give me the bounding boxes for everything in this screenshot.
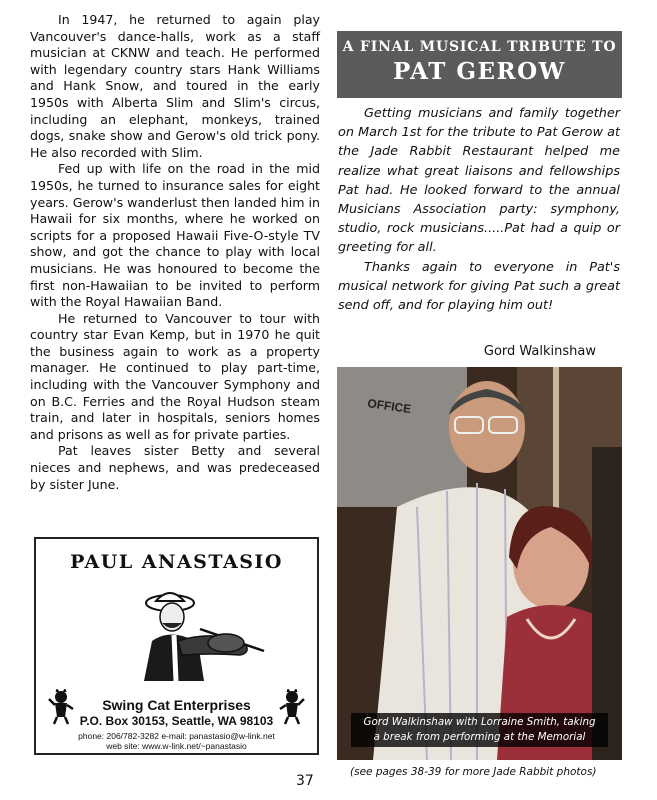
article-paragraph: Pat leaves sister Betty and several nieces and nephews, and was predeceased by sister June. xyxy=(30,443,320,492)
memorial-photo xyxy=(337,367,622,760)
tribute-paragraph: Thanks again to everyone in Pat's musical network for giving Pat such a great send off, and for playing him out! xyxy=(338,259,620,314)
photo-scene xyxy=(337,367,622,760)
article-paragraph: In 1947, he returned to again play Vancouver's dance-halls, work as a staff musician at CKNW and teach. He performed with legendary country stars Hank Williams and Hank Snow, and toured in the early 1950s with Alberta Slim and Slim's circus, including an elephant, monkeys, trained dogs, snake show and Gerow's old trick pony. He also recorded with Slim. xyxy=(30,12,320,160)
tribute-paragraph: Getting musicians and family together on March 1st for the tribute to Pat Gerow at the Jade Rabbit Restaurant helped me realize what great liaisons and fellowships Pat had. He looked forward to the annual Musicians Association party: symphony, studio, rock musicians.....Pat had a quip or greeting for all. xyxy=(338,106,620,256)
ad-phone-email: phone: 206/782-3282 e-mail: panastasio@w-link.net xyxy=(78,731,275,741)
article-paragraph: He returned to Vancouver to tour with country star Evan Kemp, but in 1970 he quit the business again to work as a property manager. He continued to play part-time, including with the Vancouver Symphony and on B.C. Ferries and the Royal Hudson steam train, and later in hospitals, seniors homes and prisons as well as for private parties. xyxy=(30,310,320,442)
ad-contact-info xyxy=(36,731,317,751)
ad-company-name: Swing Cat Enterprises xyxy=(102,697,251,713)
obituary-article xyxy=(30,12,320,493)
caption-line: Gord Walkinshaw with Lorraine Smith, taking xyxy=(363,716,596,728)
tribute-article xyxy=(338,104,620,315)
office-sign-text: OFFICE xyxy=(366,396,413,417)
ad-title: PAUL ANASTASIO xyxy=(70,551,283,573)
page-number: 37 xyxy=(296,773,314,789)
ad-website: web site: www.w-link.net/~panastasio xyxy=(106,741,247,751)
fiddler-illustration xyxy=(118,583,268,681)
tribute-banner xyxy=(337,31,622,98)
banner-title: PAT GEROW xyxy=(393,58,566,85)
caption-line: a break from performing at the Memorial xyxy=(373,731,586,743)
ad-address: P.O. Box 30153, Seattle, WA 98103 xyxy=(79,714,274,728)
photo-reference-note: (see pages 38-39 for more Jade Rabbit photos) xyxy=(350,766,597,778)
photo-caption xyxy=(351,713,608,747)
banner-subtitle: A FINAL MUSICAL TRIBUTE TO xyxy=(342,39,617,55)
tribute-signature: Gord Walkinshaw xyxy=(483,344,596,359)
article-paragraph: Fed up with life on the road in the mid 1950s, he turned to insurance sales for eight years. Gerow's wanderlust then landed him in Hawaii for six months, where he worked on scripts for a proposed Hawaii Five-O-style TV show, and got the chance to play with local musicians. He was honoured to become the first non-Hawaiian to be invited to perform with the Royal Hawaiian Band. xyxy=(30,161,320,310)
advertisement-box xyxy=(34,537,319,755)
